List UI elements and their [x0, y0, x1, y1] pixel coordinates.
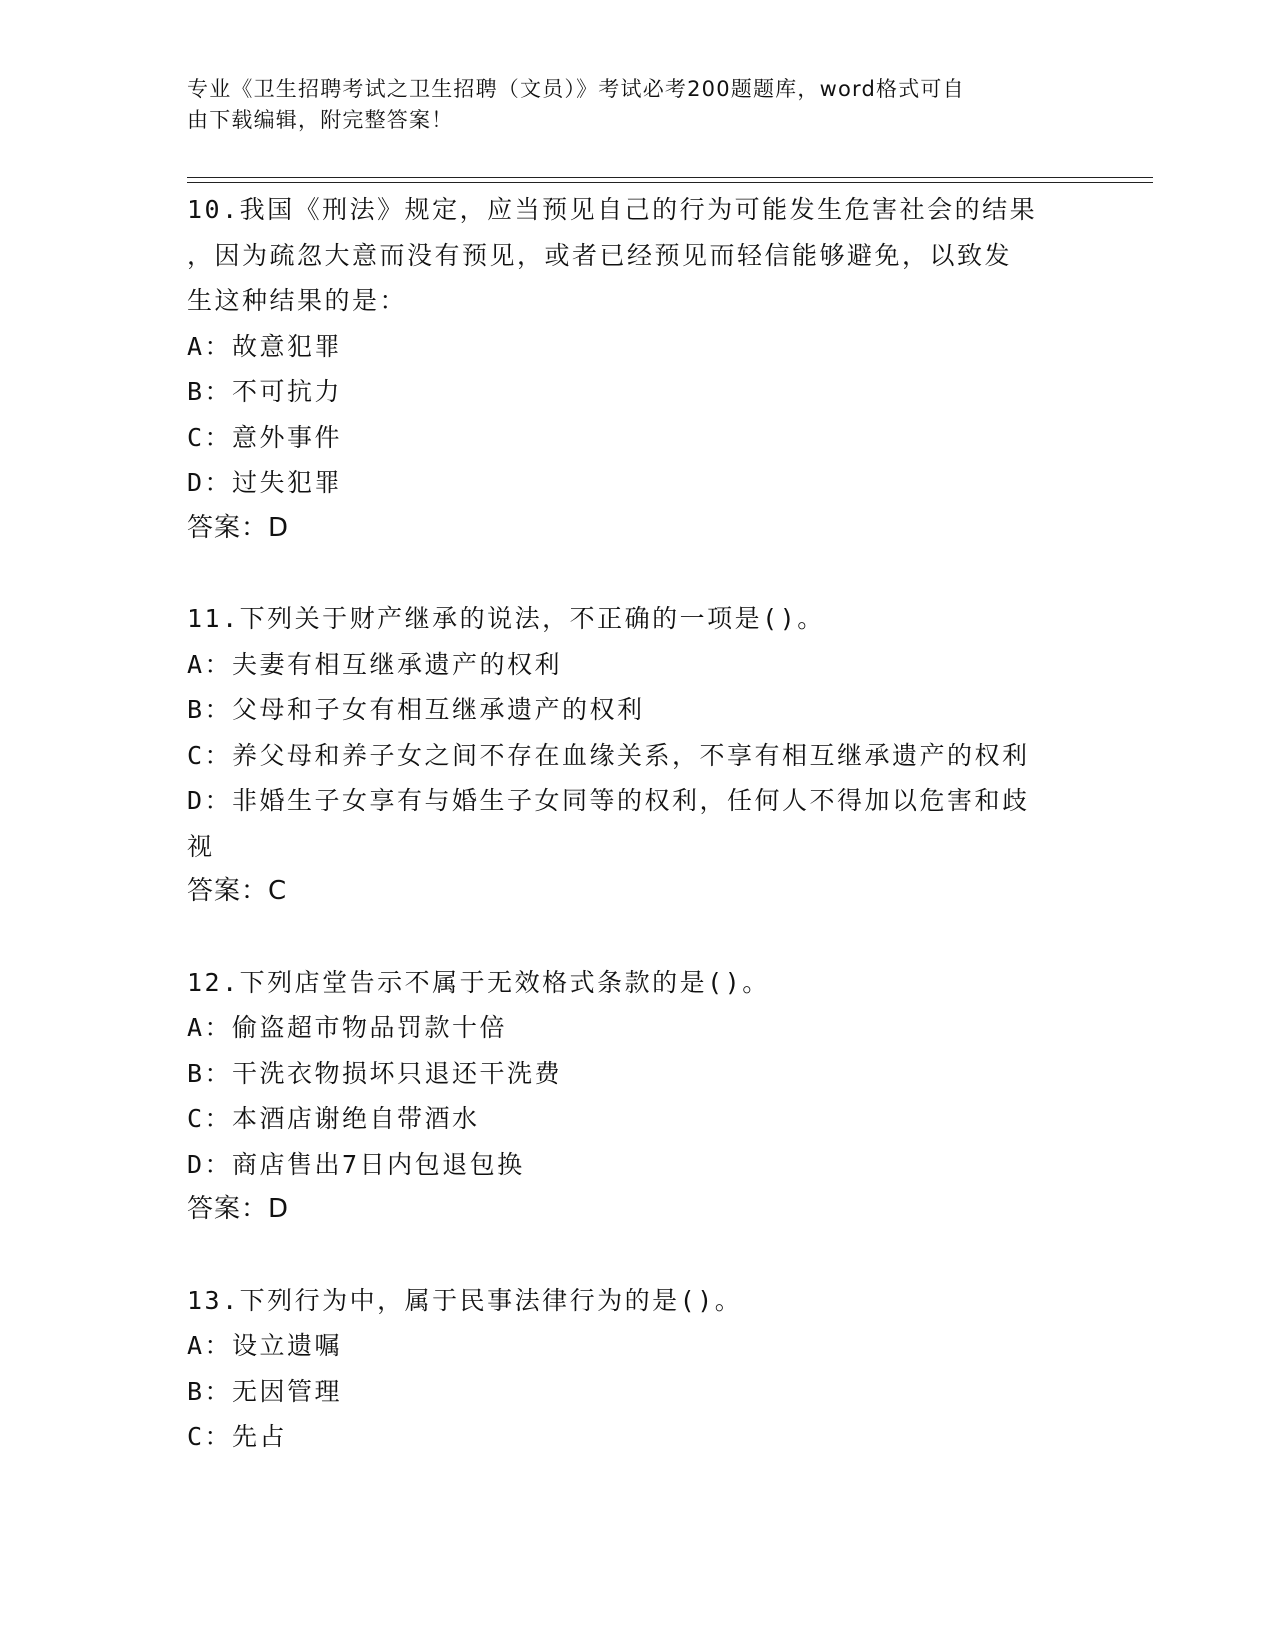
header-divider-bottom — [187, 182, 1153, 183]
option-d: D：商店售出7日内包退包换 — [187, 1149, 525, 1179]
option-d: D：非婚生子女享有与婚生子女同等的权利，任何人不得加以危害和歧 — [187, 786, 1030, 815]
answer-line: 答案：D — [187, 512, 290, 543]
option-d-continuation: 视 — [187, 831, 215, 861]
question-11 — [187, 596, 1067, 915]
option-a: A：夫妻有相互继承遗产的权利 — [187, 649, 563, 679]
question-13 — [187, 1278, 1067, 1460]
option-a: A：故意犯罪 — [187, 331, 343, 361]
option-b: B：干洗衣物损坏只退还干洗费 — [187, 1058, 563, 1088]
question-text-line: 12.下列店堂告示不属于无效格式条款的是()。 — [187, 967, 770, 997]
option-d: D：过失犯罪 — [187, 468, 343, 497]
header-divider-top — [187, 177, 1153, 178]
question-list — [187, 187, 1067, 1505]
option-c: C：先占 — [187, 1422, 288, 1451]
option-a: A：偷盗超市物品罚款十倍 — [187, 1013, 508, 1042]
option-b: B：不可抗力 — [187, 377, 343, 406]
option-b: B：父母和子女有相互继承遗产的权利 — [187, 695, 645, 724]
question-text-line: 13.下列行为中，属于民事法律行为的是()。 — [187, 1285, 743, 1315]
question-10 — [187, 187, 1067, 551]
question-12 — [187, 960, 1067, 1233]
question-text-line: 生这种结果的是： — [187, 286, 408, 315]
header-line-2: 由下载编辑，附完整答案！ — [187, 108, 454, 132]
answer-line: 答案：D — [187, 1194, 290, 1224]
document-header — [187, 74, 1067, 136]
option-c: C：意外事件 — [187, 422, 343, 452]
answer-line: 答案：C — [187, 876, 288, 906]
option-c: C：本酒店谢绝自带酒水 — [187, 1104, 480, 1133]
option-a: A：设立遗嘱 — [187, 1331, 343, 1360]
question-text-line: 11.下列关于财产继承的说法，不正确的一项是()。 — [187, 604, 825, 633]
question-text-line: 10.我国《刑法》规定，应当预见自己的行为可能发生危害社会的结果 — [187, 195, 1038, 224]
option-c: C：养父母和养子女之间不存在血缘关系，不享有相互继承遗产的权利 — [187, 740, 1030, 770]
question-text-line: ，因为疏忽大意而没有预见，或者已经预见而轻信能够避免，以致发 — [187, 240, 1013, 270]
option-b: B：无因管理 — [187, 1376, 343, 1406]
header-line-1: 专业《卫生招聘考试之卫生招聘（文员）》考试必考200题题库，word格式可自 — [187, 77, 965, 101]
